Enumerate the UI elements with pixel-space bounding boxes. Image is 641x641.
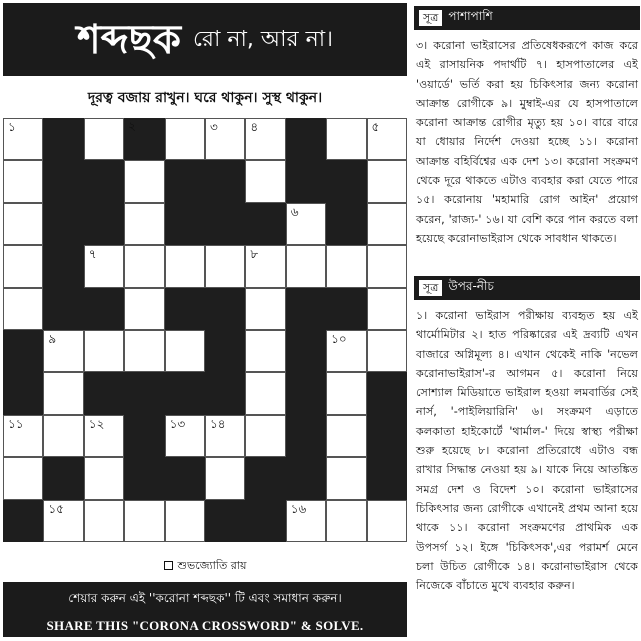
grid-cell-white[interactable] <box>367 203 407 245</box>
grid-cell-black <box>84 203 124 245</box>
grid-cell-black <box>367 457 407 499</box>
byline <box>3 557 407 576</box>
byline-marker-icon <box>164 561 173 570</box>
across-clues-title: পাশাপাশি <box>448 9 493 23</box>
grid-cell-black <box>165 288 205 330</box>
grid-cell-black <box>286 457 326 499</box>
grid-cell-black <box>205 203 245 245</box>
grid-cell-white[interactable] <box>286 245 326 287</box>
grid-cell-white[interactable] <box>326 245 366 287</box>
grid-cell-black <box>3 372 43 414</box>
grid-cell-black <box>3 330 43 372</box>
clue-number: ১৪ <box>209 416 226 431</box>
grid-cell-white[interactable] <box>165 500 205 542</box>
grid-cell-black <box>43 203 83 245</box>
grid-cell-black <box>165 160 205 202</box>
grid-cell-white[interactable] <box>245 415 285 457</box>
clue-number: ৯ <box>48 331 57 346</box>
grid-cell-white[interactable] <box>3 288 43 330</box>
down-clues-header <box>414 276 640 300</box>
grid-cell-white[interactable] <box>124 245 164 287</box>
footer-english-text: SHARE THIS "CORONA CROSSWORD" & SOLVE. <box>46 618 364 633</box>
grid-cell-black <box>205 330 245 372</box>
author-name: শুভজ্যোতি রায় <box>177 559 247 572</box>
grid-cell-white[interactable] <box>245 118 285 160</box>
clue-number: ৭ <box>88 247 97 262</box>
grid-cell-white[interactable] <box>326 118 366 160</box>
grid-cell-black <box>43 457 83 499</box>
across-clues <box>414 6 640 248</box>
grid-cell-white[interactable] <box>205 457 245 499</box>
grid-cell-white[interactable] <box>3 245 43 287</box>
grid-cell-white[interactable] <box>84 500 124 542</box>
grid-cell-white[interactable] <box>286 500 326 542</box>
grid-cell-white[interactable] <box>165 245 205 287</box>
grid-cell-black <box>84 372 124 414</box>
grid-cell-white[interactable] <box>165 118 205 160</box>
tagline: দূরত্ব বজায় রাখুন। ঘরে থাকুন। সুস্থ থাকুন। <box>87 90 323 106</box>
grid-cell-white[interactable] <box>245 160 285 202</box>
grid-cell-white[interactable] <box>367 245 407 287</box>
grid-cell-black <box>84 160 124 202</box>
across-clues-header <box>414 6 640 30</box>
grid-cell-white[interactable] <box>124 330 164 372</box>
grid-cell-white[interactable] <box>84 118 124 160</box>
grid-cell-black <box>43 245 83 287</box>
grid-cell-white[interactable] <box>367 330 407 372</box>
grid-cell-white[interactable] <box>326 372 366 414</box>
grid-cell-white[interactable] <box>286 203 326 245</box>
grid-cell-black <box>43 118 83 160</box>
grid-cell-white[interactable] <box>367 288 407 330</box>
clue-number: ১১ <box>8 416 24 431</box>
down-clues-text: ১। করোনা ভাইরাস পরীক্ষায় ব্যবহৃত হয় এই থার্মোমিটার ২। হাত পরিষ্কারের এই দ্রব্যটি এখন বাজারে অগ্নিমূল্য ৪। এখান থেকেই নাকি 'নভেল করোনাভাইরাস'-র আগমন ৫। করোনা নিয়ে সোশ্যাল মিডিয়াতে ভাইরাল হওয়া লমবার্ডির সেই নার্স, '-পাইলিয়ারিনি' ৬। সংক্রমণ এড়াতে কলকাতা হাইকোর্টে 'থার্মাল-' দিয়ে স্বাস্থ্য পরীক্ষা শুরু হয়েছে ৮। করোনা প্রতিরোধে এটাও বন্ধ রাখার সিদ্ধান্ত নেওয়া হয় ৯। যাকে নিয়ে আতঙ্কিত সমগ্র দেশ ও বিদেশ ১০। করোনা ভাইরাসের চিকিৎসার জন্য রোগীকে এখানেই প্রথম আনা হয়ে থাকে ১১। করোনা সংক্রমণের প্রাথমিক এক উপসর্গ ১২। ইঙ্গে 'চিকিৎসক',এর পরামর্শ মেনে চলা উচিত রোগীকে ১৪। করোনাভাইরাস থেকে নিজেকে বাঁচাতে মুখে ব্যবহার করুন। <box>416 309 638 593</box>
grid-cell-black <box>124 118 164 160</box>
clue-number: ১০ <box>331 331 347 346</box>
grid-cell-black <box>286 330 326 372</box>
grid-cell-white[interactable] <box>124 288 164 330</box>
clue-number: ২ <box>128 119 136 133</box>
grid-cell-white[interactable] <box>367 160 407 202</box>
clue-number: ৩ <box>209 120 218 134</box>
grid-cell-black <box>124 372 164 414</box>
grid-cell-black <box>205 288 245 330</box>
down-clues <box>414 276 640 595</box>
grid-cell-white[interactable] <box>205 118 245 160</box>
grid-cell-black <box>286 118 326 160</box>
across-clues-text: ৩। করোনা ভাইরাসের প্রতিষেধকরূপে কাজ করে এই রাসায়নিক পদার্থটি ৭। হাসপাতালের এই 'ওয়ার্ডে' ভর্তি করা হয় চিকিৎসার জন্য করোনা আক্রান্ত রোগীকে ৯। মুম্বাই-এর যে হাসপাতালে করোনা আক্রান্ত রোগীর মৃত্যু হয় ১০। বারে বারে যা ধোয়ার নির্দেশ দেওয়া হচ্ছে ১১। করোনা আক্রান্ত বহির্বিশ্বের এক দেশ ১৩। করোনা সংক্রমণ থেকে দূরে থাকতে এটাও ব্যবহার করা যেতে পারে ১৫। করোনায় 'মহামারি রোগ আইন' প্রয়োগ করেন, 'রাজ্য-' ১৬। যা বেশি করে পান করতে বলা হয়েছে করোনাভাইরাস থেকে সাবধান থাকতে। <box>416 39 638 245</box>
grid-cell-white[interactable] <box>124 500 164 542</box>
grid-cell-black <box>326 203 366 245</box>
grid-cell-white[interactable] <box>3 160 43 202</box>
grid-cell-black <box>43 288 83 330</box>
grid-cell-white[interactable] <box>3 118 43 160</box>
grid-cell-black <box>326 288 366 330</box>
grid-cell-white[interactable] <box>124 203 164 245</box>
grid-cell-white[interactable] <box>3 457 43 499</box>
clue-number: ৬ <box>290 204 299 219</box>
grid-cell-black <box>205 372 245 414</box>
grid-cell-black <box>367 415 407 457</box>
grid-cell-white[interactable] <box>326 457 366 499</box>
grid-cell-black <box>124 415 164 457</box>
grid-cell-black <box>84 288 124 330</box>
grid-cell-black <box>3 500 43 542</box>
grid-cell-black <box>286 288 326 330</box>
grid-cell-white[interactable] <box>43 415 83 457</box>
clue-number: ১৫ <box>48 501 64 516</box>
footer-bengali-text: শেয়ার করুন এই ''করোনা শব্দছক'' টি এবং সমাধান করুন। <box>68 591 342 605</box>
grid-cell-black <box>286 160 326 202</box>
grid-cell-white[interactable] <box>3 203 43 245</box>
grid-cell-black <box>165 457 205 499</box>
grid-cell-white[interactable] <box>165 330 205 372</box>
clue-number: ১২ <box>88 416 105 431</box>
grid-cell-white[interactable] <box>43 372 83 414</box>
grid-cell-white[interactable] <box>124 160 164 202</box>
grid-cell-black <box>286 372 326 414</box>
grid-cell-white[interactable] <box>245 372 285 414</box>
grid-cell-white[interactable] <box>205 415 245 457</box>
crossword-grid <box>3 118 407 542</box>
grid-cell-black <box>245 203 285 245</box>
down-clues-tag: সূত্র <box>419 280 442 296</box>
grid-cell-white[interactable] <box>3 415 43 457</box>
grid-cell-white[interactable] <box>84 245 124 287</box>
grid-cell-white[interactable] <box>326 500 366 542</box>
grid-cell-white[interactable] <box>245 330 285 372</box>
grid-cell-white[interactable] <box>165 415 205 457</box>
clue-number: ৮ <box>250 247 259 262</box>
clue-number: ৪ <box>250 120 259 134</box>
page-subtitle: রো না, আর না। <box>192 26 334 52</box>
grid-cell-black <box>205 160 245 202</box>
clue-number: ১৬ <box>290 501 307 516</box>
grid-cell-white[interactable] <box>245 245 285 287</box>
footer-banner <box>3 582 407 637</box>
grid-cell-white[interactable] <box>43 500 83 542</box>
grid-cell-white[interactable] <box>245 288 285 330</box>
grid-cell-white[interactable] <box>84 415 124 457</box>
grid-cell-white[interactable] <box>326 330 366 372</box>
clue-number: ৫ <box>371 120 380 134</box>
grid-cell-black <box>165 203 205 245</box>
grid-cell-white[interactable] <box>367 118 407 160</box>
grid-cell-black <box>245 500 285 542</box>
clue-number: ১ <box>8 120 16 134</box>
grid-cell-white[interactable] <box>43 330 83 372</box>
title-banner <box>3 3 407 76</box>
grid-cell-white[interactable] <box>205 245 245 287</box>
grid-cell-black <box>245 457 285 499</box>
grid-cell-black <box>286 415 326 457</box>
grid-cell-black <box>43 160 83 202</box>
grid-cell-white[interactable] <box>367 500 407 542</box>
grid-cell-black <box>367 372 407 414</box>
grid-cell-black <box>326 160 366 202</box>
grid-cell-white[interactable] <box>326 415 366 457</box>
grid-cell-white[interactable] <box>84 457 124 499</box>
grid-cell-black <box>165 372 205 414</box>
page-title: শব্দছক <box>76 15 181 63</box>
grid-cell-black <box>124 457 164 499</box>
down-clues-title: উপর-নীচ <box>448 279 494 293</box>
across-clues-tag: সূত্র <box>419 10 442 26</box>
grid-cell-white[interactable] <box>84 330 124 372</box>
clue-number: ১৩ <box>169 416 186 431</box>
grid-cell-black <box>205 500 245 542</box>
